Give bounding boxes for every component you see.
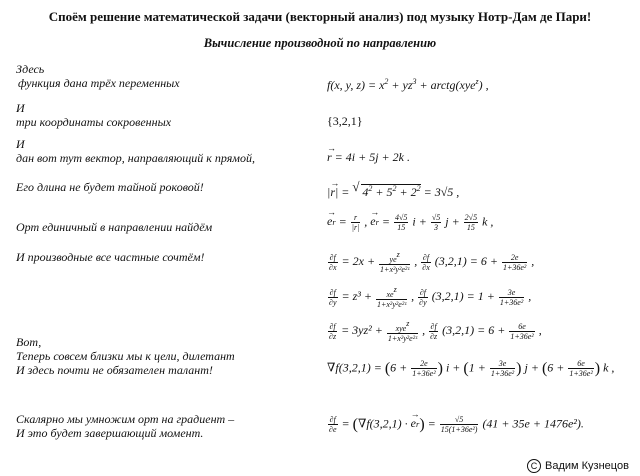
gradient-lhs: ∇f(3,2,1) = — [327, 360, 382, 375]
unit-vector-formula: → er = $\frac{r}{|r|}$ , → er = $\frac{4√5}{15}$ i + $\frac{√5}{3}$ j + $\frac{2√5}{15}$ k , — [327, 213, 493, 232]
verse-7 — [16, 335, 235, 377]
verse-1 — [16, 62, 180, 90]
function-formula: f(x, y, $z) = x^2 + yz^3$ + arctg(xye$^z$) , — [327, 77, 489, 92]
verse-line: Здесь — [16, 62, 45, 76]
verse-line: функция дана трёх переменных — [18, 76, 180, 90]
verse-line: Теперь совсем близки мы к цели, дилетант — [16, 349, 235, 363]
verse-line: И производные все частные сочтём! — [16, 250, 205, 264]
verse-line: Его длина не будет тайной роковой! — [16, 180, 204, 194]
final-result: (41 + 35e + 1476e²). — [482, 416, 584, 431]
gradient-formula: ∇f(3,2,1) = (6 + $\frac{2e}{\text{1+36e²}}$ ) i + (1 + $\frac{3e}{\text{1+36e²}}$ ) j + (6 + $\frac{6e}{\text{1+36e²}}$ ) k , — [327, 359, 615, 378]
verse-line: И здесь почти не обязателен талант! — [16, 363, 213, 377]
directional-derivative-formula: $\frac{\partial f}{\partial e}$ = (∇f(3,2,1) · → er) = $\frac{√5}{\text{15(1+36e²)}}$ (41 + 35e + 1476e²). — [327, 415, 584, 434]
verse-5 — [16, 220, 212, 234]
verse-line: И — [16, 101, 25, 115]
verse-line: Орт единичный в направлении найдём — [16, 220, 213, 234]
vector-components: 4i + 5j + 2k . — [345, 150, 410, 164]
partial-x-formula: $\frac{\partial f}{\partial x}$ = 2x + $\frac{\text{yez}}{\text{1+x²y²e²ᶻ}}$ , $\frac{\partial f}{\partial x}$ (3,2,1) = 6 + $\frac{2e}{\text{1+36e²}}$ , — [329, 250, 535, 274]
verse-line: И — [16, 137, 25, 151]
author-credit — [527, 459, 629, 473]
point-formula: {3,2,1} — [327, 114, 363, 128]
verse-2 — [16, 101, 171, 129]
partial-y-value: (3,2,1) = 1 + — [431, 288, 495, 303]
verse-line: дан вот тут вектор, направляющий к прямой, — [16, 151, 255, 165]
page-subtitle: Вычисление производной по направлению — [203, 36, 437, 50]
verse-line: И это будет завершающий момент. — [16, 426, 204, 440]
partial-y-lhs: = z³ + — [341, 288, 372, 303]
page-title: Споём решение математической задачи (векторный анализ) под музыку Нотр-Дам де Пари! — [48, 9, 592, 24]
verse-3 — [16, 137, 255, 165]
copyright-icon: C — [527, 459, 541, 473]
length-value: = 3√5 , — [423, 185, 460, 199]
partial-x-value: (3,2,1) = 6 + — [434, 253, 498, 268]
vector-formula: → r = 4i + 5j + 2k . — [327, 150, 410, 165]
verse-4 — [16, 180, 204, 194]
verse-8 — [16, 412, 234, 440]
length-formula: |→ r| = √ $4^2 + 5^2 + 2^2 = 3√5$ , — [327, 181, 459, 200]
author-name: Вадим Кузнецов — [545, 459, 629, 472]
partial-z-lhs: = 3yz² + — [341, 322, 383, 337]
verse-line: три координаты сокровенных — [16, 115, 172, 129]
partial-z-value: (3,2,1) = 6 + — [442, 322, 506, 337]
verse-line: Скалярно мы умножим орт на градиент – — [16, 412, 235, 426]
partial-x-lhs: = 2x + — [341, 253, 376, 268]
partial-z-formula: $\frac{\partial f}{\partial z}$ = 3yz² + $\frac{\text{xyez}}{\text{1+x²y²e²ᶻ}}$ , $\frac{\partial f}{\partial z}$ (3,2,1) = 6 + $\frac{6e}{\text{1+36e²}}$ , — [329, 319, 542, 343]
verse-line: Вот, — [16, 335, 42, 349]
partial-y-formula: $\frac{\partial f}{\partial y}$ = z³ + $\frac{\text{xez}}{\text{1+x²y²e²ᶻ}}$ , $\frac{\partial f}{\partial y}$ (3,2,1) = 1 + $\frac{3e}{\text{1+36e²}}$ , — [329, 285, 532, 309]
verse-6 — [16, 250, 204, 264]
